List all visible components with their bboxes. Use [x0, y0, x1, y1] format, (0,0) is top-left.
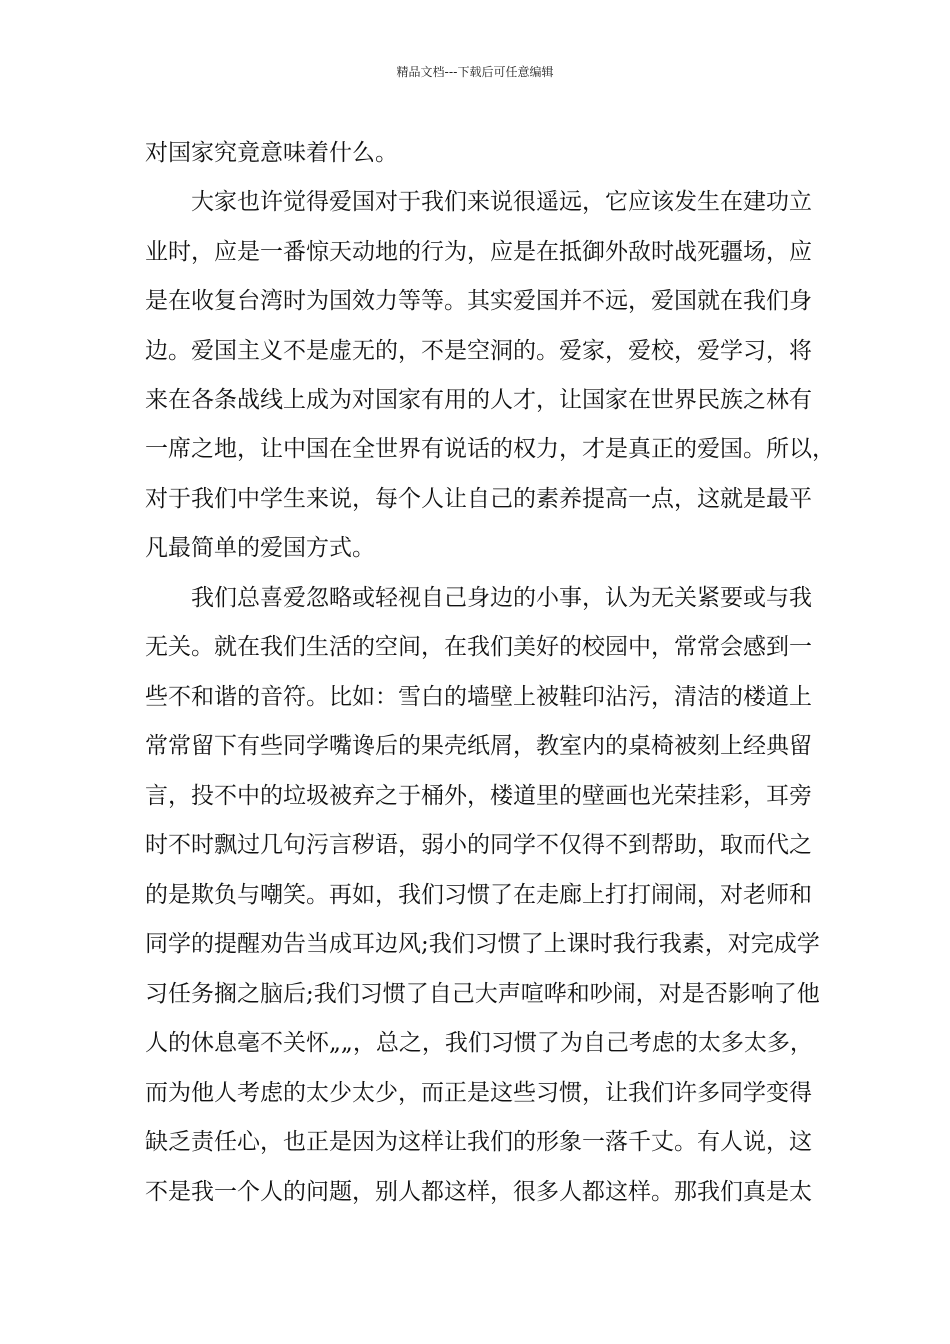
text-line-17: 同学的提醒劝告当成耳边风;我们习惯了上课时我行我素，对完成学	[145, 931, 820, 957]
text-line-2: 大家也许觉得爱国对于我们来说很遥远，它应该发生在建功立	[191, 189, 812, 215]
text-line-1: 对国家究竟意味着什么。	[145, 140, 398, 166]
text-line-6: 来在各条战线上成为对国家有用的人才，让国家在世界民族之林有	[145, 387, 812, 413]
text-line-7: 一席之地，让中国在全世界有说话的权力，才是真正的爱国。所以，	[145, 436, 835, 462]
text-line-8: 对于我们中学生来说，每个人让自己的素养提高一点，这就是最平	[145, 486, 812, 512]
text-line-18: 习任务搁之脑后;我们习惯了自己大声喧哗和吵闹，对是否影响了他	[145, 981, 820, 1007]
text-line-20: 而为他人考虑的太少太少，而正是这些习惯，让我们许多同学变得	[145, 1080, 812, 1106]
text-line-10: 我们总喜爱忽略或轻视自己身边的小事，认为无关紧要或与我	[191, 585, 812, 611]
text-line-22: 不是我一个人的问题，别人都这样，很多人都这样。那我们真是太	[145, 1179, 812, 1205]
text-line-12: 些不和谐的音符。比如：雪白的墙壁上被鞋印沾污，清洁的楼道上	[145, 684, 812, 710]
text-line-15: 时不时飘过几句污言秽语，弱小的同学不仅得不到帮助，取而代之	[145, 832, 812, 858]
text-line-16: 的是欺负与嘲笑。再如，我们习惯了在走廊上打打闹闹，对老师和	[145, 882, 812, 908]
text-line-9: 凡最简单的爱国方式。	[145, 535, 375, 561]
page-header: 精品文档---下载后可任意编辑	[396, 65, 554, 79]
text-line-5: 边。爱国主义不是虚无的，不是空洞的。爱家，爱校，爱学习，将	[145, 338, 812, 364]
text-line-11: 无关。就在我们生活的空间，在我们美好的校园中，常常会感到一	[145, 634, 812, 660]
text-line-19: 人的休息毫不关怀„„，总之，我们习惯了为自己考虑的太多太多，	[145, 1030, 813, 1056]
text-line-4: 是在收复台湾时为国效力等等。其实爱国并不远，爱国就在我们身	[145, 288, 812, 314]
text-line-14: 言，投不中的垃圾被弃之于桶外，楼道里的壁画也光荣挂彩，耳旁	[145, 783, 812, 809]
text-line-3: 业时，应是一番惊天动地的行为，应是在抵御外敌时战死疆场，应	[145, 239, 812, 265]
text-line-21: 缺乏责任心，也正是因为这样让我们的形象一落千丈。有人说，这	[145, 1129, 812, 1155]
text-line-13: 常常留下有些同学嘴谗后的果壳纸屑，教室内的桌椅被刻上经典留	[145, 733, 812, 759]
